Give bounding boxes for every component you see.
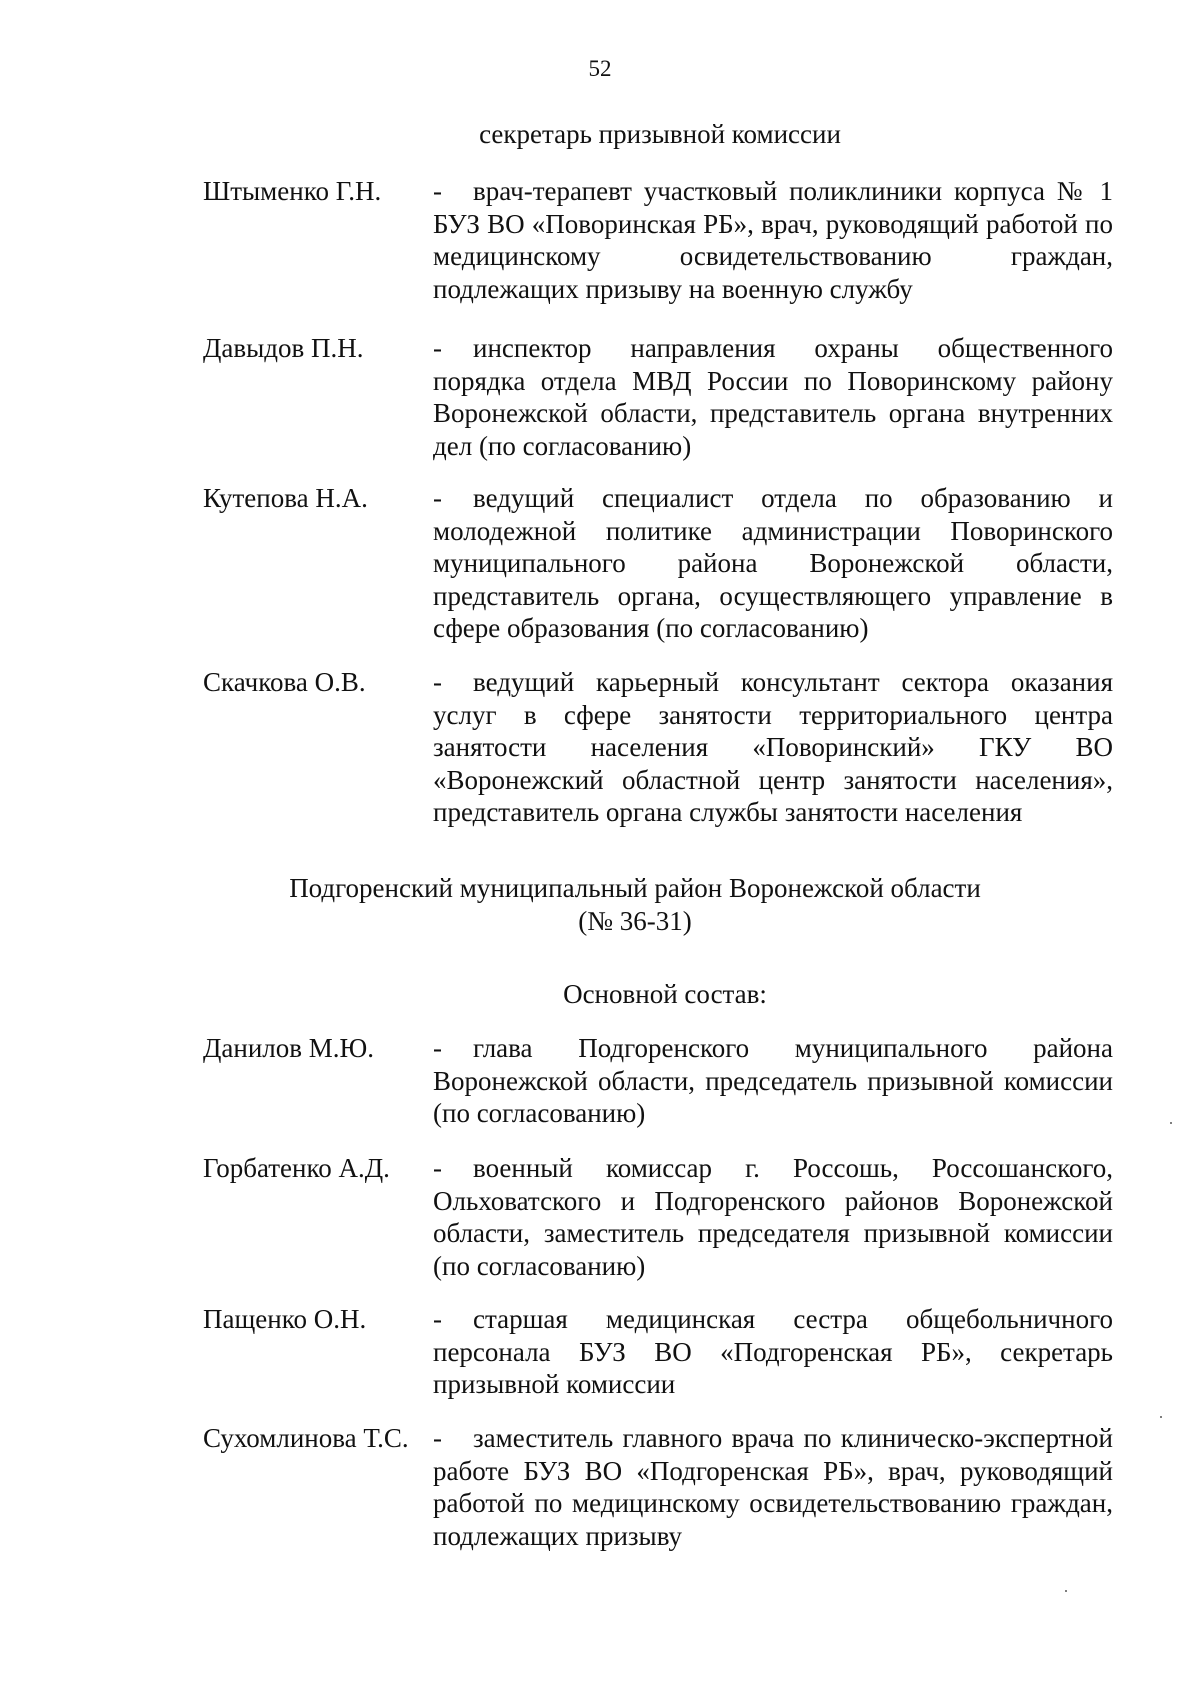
preamble-text: секретарь призывной комиссии: [479, 119, 841, 149]
member-description: [433, 1152, 1113, 1282]
member-name: Штыменко Г.Н.: [203, 176, 382, 206]
member-name: Горбатенко А.Д.: [203, 1153, 390, 1183]
member-description-text: ведущий карьерный консультант сектора оказания услуг в сфере занятости территориального центра занятости населения «Поворинский» ГКУ ВО «Воронежский областной центр занятости населения», представитель органа службы занятости населения: [433, 667, 1113, 827]
dash: -: [433, 333, 442, 363]
member-description-text: ведущий специалист отдела по образованию и молодежной политике администрации Поворинского муниципального района Воронежской области, представитель органа, осуществляющего управление в сфере образования (по согласованию): [433, 483, 1113, 643]
member-description: [433, 1303, 1113, 1401]
member-entry-shtymenko: [203, 175, 1113, 305]
member-entry-davydov: [203, 332, 1113, 462]
member-description: [433, 332, 1113, 462]
member-entry-sukhomlinova: [203, 1422, 1113, 1552]
member-entry-skachkova: [203, 666, 1113, 829]
member-description-text: глава Подгоренского муниципального района Воронежской области, председатель призывной комиссии (по согласованию): [433, 1033, 1113, 1128]
section-title: Подгоренский муниципальный район Воронежской области: [289, 873, 981, 903]
member-description-text: инспектор направления охраны общественного порядка отдела МВД России по Поворинскому району Воронежской области, представитель органа внутренних дел (по согласованию): [433, 333, 1113, 461]
member-description-text: заместитель главного врача по клиническо-экспертной работе БУЗ ВО «Подгоренская РБ», врач, руководящий работой по медицинскому освидетельствованию граждан, подлежащих призыву: [433, 1423, 1113, 1551]
member-name: Скачкова О.В.: [203, 667, 366, 697]
dash: -: [433, 176, 442, 206]
member-description: [433, 1032, 1113, 1130]
dash: -: [433, 483, 442, 513]
scan-speck: [1160, 1416, 1162, 1418]
section-code: (№ 36-31): [578, 906, 692, 936]
member-name: Данилов М.Ю.: [203, 1033, 375, 1063]
dash: -: [433, 1304, 442, 1334]
member-entry-pashchenko: [203, 1303, 1113, 1401]
member-description-text: военный комиссар г. Россошь, Россошанского, Ольховатского и Подгоренского районов Воронежской области, заместитель председателя призывной комиссии (по согласованию): [433, 1153, 1113, 1281]
section-subtitle: Основной состав:: [563, 979, 767, 1009]
dash: -: [433, 1033, 442, 1063]
member-description: [433, 482, 1113, 645]
member-name: Пащенко О.Н.: [203, 1304, 367, 1334]
member-description: [433, 175, 1113, 305]
dash: -: [433, 1423, 442, 1453]
dash: -: [433, 667, 442, 697]
member-description-text: старшая медицинская сестра общебольничного персонала БУЗ ВО «Подгоренская РБ», секретарь призывной комиссии: [433, 1304, 1113, 1399]
member-entry-danilov: [203, 1032, 1113, 1130]
member-name: Давыдов П.Н.: [203, 333, 364, 363]
member-entry-kutepova: [203, 482, 1113, 645]
page-number: 52: [588, 56, 612, 81]
member-description: [433, 1422, 1113, 1552]
scan-speck: [1065, 1590, 1067, 1592]
member-description: [433, 666, 1113, 829]
member-name: Кутепова Н.А.: [203, 483, 368, 513]
scan-speck: [1170, 1122, 1172, 1124]
member-entry-gorbatenko: [203, 1152, 1113, 1282]
member-description-text: врач-терапевт участковый поликлиники корпуса № 1 БУЗ ВО «Поворинская РБ», врач, руководящий работой по медицинскому освидетельствованию граждан, подлежащих призыву на военную службу: [433, 176, 1113, 304]
dash: -: [433, 1153, 442, 1183]
member-name: Сухомлинова Т.С.: [203, 1423, 409, 1453]
